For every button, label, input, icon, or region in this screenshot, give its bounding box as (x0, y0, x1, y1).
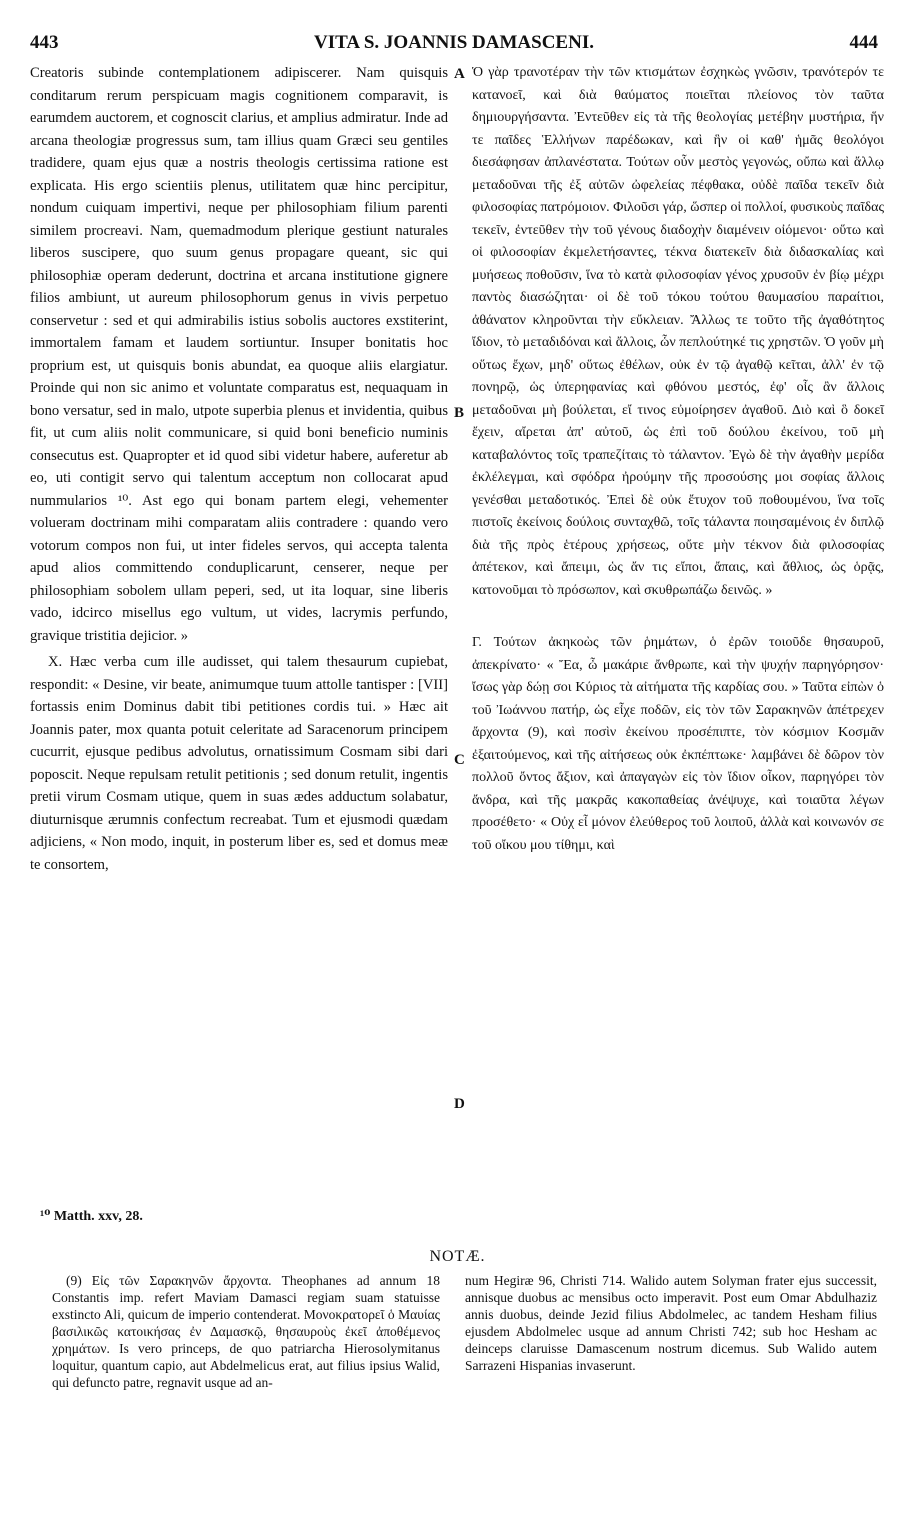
running-header (30, 32, 878, 56)
notes-heading: NOTÆ. (429, 1248, 486, 1265)
notes-column-right (465, 1272, 877, 1374)
margin-letter-a: A (454, 66, 465, 82)
latin-paragraph: Creatoris subinde contemplationem adipiscerer. Nam quisquis conditarum rerum perspicuam magis cognitionem comparavit, is earumdem auctorem, et cognoscit clarius, et amplius admiratur. Inde ad arcana theologiæ progressus sum, tam illius quam Græci seu gentiles tradidere, quam ejus quæ a nostris theologis certissima ratione est explicata. His ergo scientiis plenus, utilitatem quæ hinc percipitur, nondum cuiquam impertivi, neque per philosophiam filium parenti similem procreavi. Nam, quemadmodum plerique gestiunt naturales liberos suscipere, quo suum genus propagare queant, sic qui philosophiæ operam dederunt, doctrina et arcana institutione gignere filios ambiunt, ut aureum philosophorum genus in vivis perpetuo conservetur : sed et qui admirabilis istius sobolis auctores exstiterint, immortalem famam et laudem sortiuntur. Insuper bonitatis hoc proprium est, ut quisquis bonis abundat, ea quoque aliis elargiatur. Proinde qui non sic animo et voluntate comparatus est, nequaquam in bono versatur, sed in malo, utpote superbia plenus et invidentia, quibus fit, ut cum aliis nolit communicare, si quid boni beneficio numinis consecutus est. Quapropter et id quod sibi videtur habere, auferetur ab eo, uti contigit servo qui talentum acceptum non collocarat apud nummularios ¹⁰. Ast ego qui bonam partem elegi, vehementer volueram doctrinam mihi comparatam aliis contradere : quando vero votorum compos non fui, ut inter fideles servos, qui accepta talenta apud alios committendo conduplicarunt, censerer, neque per philosophiam sobolem ullam peperi, sed, ut ita loquar, sine liberis vado, idcirco misellus ego vultum, ut vides, lacrymis perfundo, gravique tristitia dejicior. » (30, 65, 448, 644)
page-number-left: 443 (30, 32, 59, 53)
margin-letter-b: B (454, 405, 465, 421)
latin-column (30, 62, 448, 876)
note-text: (9) Εἰς τῶν Σαρακηνῶν ἄρχοντα. Theophanes ad annum 18 Constantis imp. refert Maviam Damasci regiam suam statuisse exstincto Ali, quicum de imperio contenderat. Μονοκρατορεῖ ὁ Μαυίας βασιλικῶς κατοικήσας ἐν Δαμασκῷ, θησαυροὺς ἐκεῖ ἀποθέμενος χρημάτων. Is vero princeps, de quo patriarcha Hierosolymitanus loquitur, quantum capio, aut Abdelmelicus erat, aut filius ipsius Walid, qui defuncto patre, regnavit usque ad an- (52, 1273, 440, 1390)
greek-paragraph: Γ. Τούτων ἀκηκοὼς τῶν ῥημάτων, ὁ ἐρῶν τοιοῦδε θησαυροῦ, ἀπεκρίνατο· « Ἔα, ὦ μακάριε ἄνθρωπε, καὶ τὴν ψυχήν παρηγόρησον· ἴσως γὰρ δώῃ σοι Κύριος τὰ αἰτήματα τῆς καρδίας σου. » Ταῦτα εἰπὼν ὁ τοῦ Ἰωάννου πατήρ, ὡς εἶχε ποδῶν, εἰς τὸν τῶν Σαρακηνῶν ἀπέτρεχεν ἄρχοντα (9), καὶ ποσὶν ἐκείνου προσέπιπτε, τὸν κόσμιον Κοσμᾶν ἐξαιτούμενος, καὶ τῆς αἰτήσεως οὐκ ἐκπέπτωκε· λαμβάνει δὲ δῶρον τὸν πολλοῦ ὄντος ἄξιον, καὶ ἀπαγαγὼν εἰς τὸν ἴδιον οἶκον, παρηγόρει τὸν ἄνδρα, καὶ τῆς μακρᾶς κακοπαθείας ἀνέψυχε, καὶ τοιαῦτα λέγων προσέθετο· « Οὐχ εἶ μόνον ἐλεύθερος τοῦ λοιποῦ, ἀλλὰ καὶ κοινωνόν σε τοῦ οἴκου μου τίθημι, καὶ (472, 635, 884, 853)
running-title: VITA S. JOANNIS DAMASCENI. (314, 32, 594, 53)
footnote: ¹⁰ Matth. xxv, 28. (40, 1209, 143, 1224)
greek-paragraph: Ὁ γὰρ τρανοτέραν τὴν τῶν κτισμάτων ἐσχηκὼς γνῶσιν, τρανότερόν τε κατανοεῖ, καὶ διὰ θαύματος ποιεῖται πλείονος τὸν ταῦτα δημιουργήσαντα. Ἐντεῦθεν εἰς τὰ τῆς θεολογίας μετέβην μυστήρια, ἥν τε παῖδες Ἑλλήνων παρέδωκαν, καὶ ἣν οἱ καθ' ἡμᾶς θεολόγοι διεσάφησαν ἀπλανέστατα. Τούτων οὖν μεστὸς γεγονώς, οὔπω καὶ ἄλλῳ μεταδοῦναι τῆς ἐξ αὐτῶν ὠφελείας πέφθακα, οὐδὲ παῖδα τεκεῖν διὰ φιλοσοφίας πατρόμοιον. Φιλοῦσι γάρ, ὥσπερ οἱ πολλοί, φυσικοὺς παῖδας τεκεῖν, ἐντεῦθεν τὴν τοῦ γένους διαδοχὴν διαμένειν οἰόμενοι· οὕτω καὶ οἱ φιλοσοφίαν ἐκμελετήσαντες, τέκνα διατεκεῖν διὰ διδασκαλίας καὶ μυήσεως ποθοῦσιν, ἵνα τὸ κατὰ φιλοσοφίαν γένος χρυσοῦν ἐν βίῳ μέχρι παντὸς διασώζηται· οἱ δὲ τοῦ τόκου τούτου θαυμασίου παραίτιοι, ἀθάνατον κληροῦνται τὴν εὔκλειαν. Ἄλλως τε τοῦτο τῆς ἀγαθότητος ἴδιον, τὸ μεταδιδόναι καὶ ἄλλοις, ὧν πεπλούτηκέ τις χρηστῶν. Ὁ γοῦν μὴ οὕτως ἔχων, μηδ' οὕτως ἐθέλων, οὐκ ἐν τῷ ἀγαθῷ κεῖται, ἀλλ' ἐν τῷ πονηρῷ, ὡς ὑπερηφανίας καὶ φθόνου μεστός, ἐφ' οἷς ἂν ἄλλοις μεταδοῦναι μὴ βούλεται, εἴ τινος εὐμοίρησεν ἀγαθοῦ. Διὸ καὶ ὃ δοκεῖ ἔχειν, αἴρεται ἀπ' αὐτοῦ, ὡς ἐπὶ τοῦ δούλου ἐκείνου, τοῦ μὴ καταβαλόντος τοῖς τραπεζίταις τὸ τάλαντον. Ἐγὼ δὲ τὴν ἀγαθὴν μερίδα ἐκλέλεγμαι, καὶ σφόδρα ἠρούμην τῆς προσούσης μοι σοφίας ἄλλοις γενέσθαι μεταδοτικός. Ἐπεὶ δὲ οὐκ ἔτυχον τοῦ ποθουμένου, ἵνα τοῖς πιστοῖς ἐκείνοις δούλοις συνταχθῶ, τοῖς τάλαντα ποιησαμένοις ἐν διπλῷ διὰ τῆς πρὸς ἑτέρους χρήσεως, οὔτε μὴν τέκνον διὰ φιλοσοφίας ἀπέτεκον, καὶ ἄπειμι, ὡς ἄν τις εἴποι, ἄπαις, καὶ ἄθλιος, ὡς ὁρᾷς, κατονοῦμαι τὸ πρόσωπον, καὶ σκυθρωπάζω δεινῶς. » (472, 65, 884, 598)
notes-column-left (52, 1272, 440, 1391)
page-number-right: 444 (849, 32, 878, 53)
greek-column (472, 62, 884, 857)
note-text: num Hegiræ 96, Christi 714. Walido autem Solyman frater ejus successit, annisque duobus ac mensibus octo imperavit. Post eum Omar Abdulhaziz annis duobus, deinde Jezid filius Abdolmelec, ac tandem Hesham filius ejusdem Abdolmelec usque ad annum Christi 742; sub hoc Hesham ac deinceps claruisse Damascenum nostrum dicemus. Sub Walido autem Sarrazeni Hispanias invaserunt. (465, 1273, 877, 1373)
latin-paragraph: X. Hæc verba cum ille audisset, qui talem thesaurum cupiebat, respondit: « Desine, vir beate, animumque tuum attolle tantisper : [VII] fortassis enim Dominus dabit tibi petitiones cordis tui. » Hæc ait Joannis pater, mox quanta potuit celeritate ad Saracenorum principem cucurrit, ejusque pedibus advolutus, ornatissimum Cosmam sibi dari poposcit. Neque repulsam retulit petitionis ; sed donum retulit, ingentis pretii virum Cosmam utique, quem in suas ædes adductum solabatur, diuturnisque ærumnis confectum recreabat. Tum et ejusmodi quædam adjiciens, « Non modo, inquit, in posterum liber es, sed et domus meæ te consortem, (30, 654, 448, 873)
margin-letter-d: D (454, 1096, 465, 1112)
margin-letter-c: C (454, 752, 465, 768)
